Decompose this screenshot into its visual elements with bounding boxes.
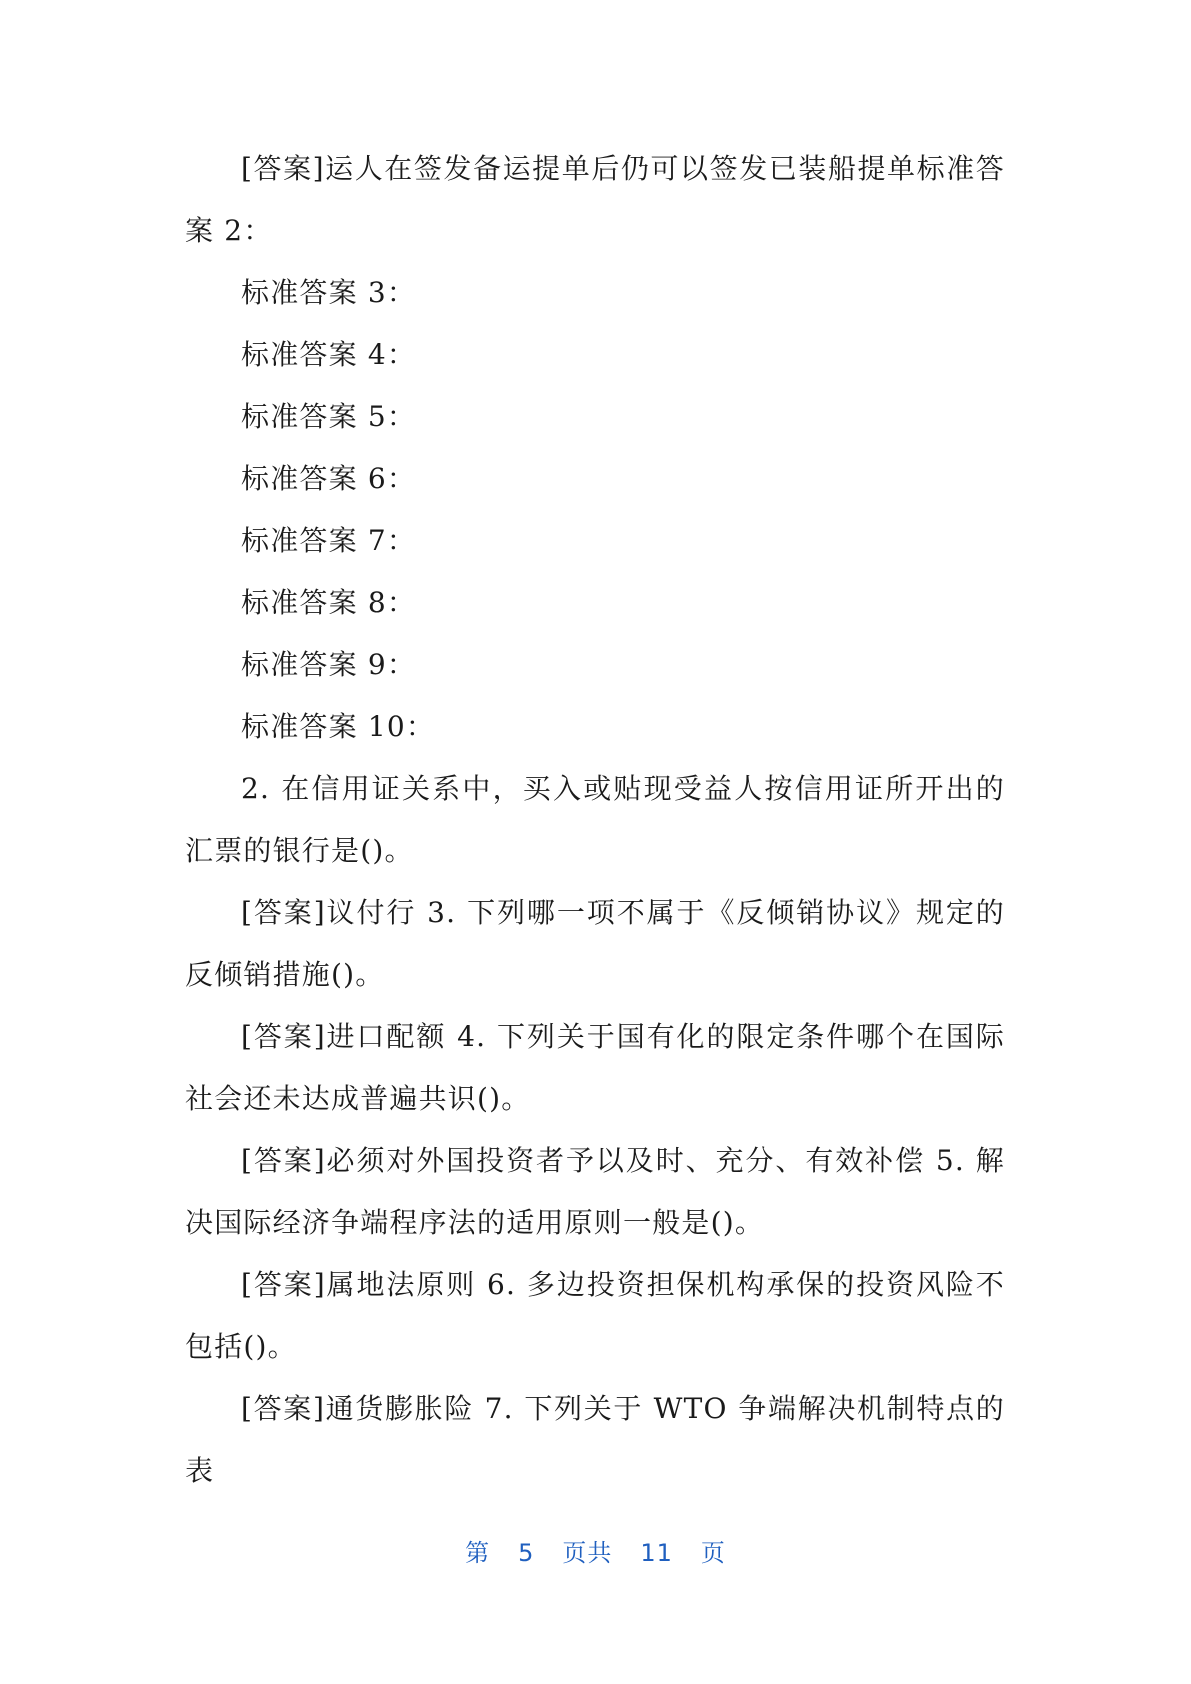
footer-prefix: 第 (465, 1539, 491, 1567)
paragraph: 标准答案 8： (241, 586, 417, 619)
paragraph: 标准答案 9： (241, 648, 417, 681)
paragraph: 标准答案 6： (241, 462, 417, 495)
paragraph: [答案]属地法原则 6. 多边投资担保机构承保的投资风险不包括()。 (185, 1268, 1005, 1363)
paragraph: 标准答案 10： (241, 710, 436, 743)
current-page-number: 5 (518, 1539, 535, 1567)
paragraph: [答案]必须对外国投资者予以及时、充分、有效补偿 5. 解决国际经济争端程序法的适用原则一般是()。 (185, 1144, 1005, 1239)
paragraph: [答案]通货膨胀险 7. 下列关于 WTO 争端解决机制特点的表 (185, 1392, 1005, 1487)
footer-middle: 页共 (562, 1539, 613, 1567)
paragraph: 标准答案 5： (241, 400, 417, 433)
paragraph: [答案]运人在签发备运提单后仍可以签发已装船提单标准答案 2： (185, 152, 1005, 247)
footer-suffix: 页 (700, 1539, 726, 1567)
paragraph: 标准答案 4： (241, 338, 417, 371)
total-pages-number: 11 (640, 1539, 673, 1567)
paragraph: [答案]进口配额 4. 下列关于国有化的限定条件哪个在国际社会还未达成普遍共识()。 (185, 1020, 1005, 1115)
paragraph: 标准答案 7： (241, 524, 417, 557)
document-body (185, 138, 1005, 1502)
paragraph: [答案]议付行 3. 下列哪一项不属于《反倾销协议》规定的反倾销措施()。 (185, 896, 1005, 991)
paragraph: 标准答案 3： (241, 276, 417, 309)
paragraph: 2. 在信用证关系中，买入或贴现受益人按信用证所开出的汇票的银行是()。 (185, 772, 1005, 867)
page-footer (0, 1533, 1191, 1568)
